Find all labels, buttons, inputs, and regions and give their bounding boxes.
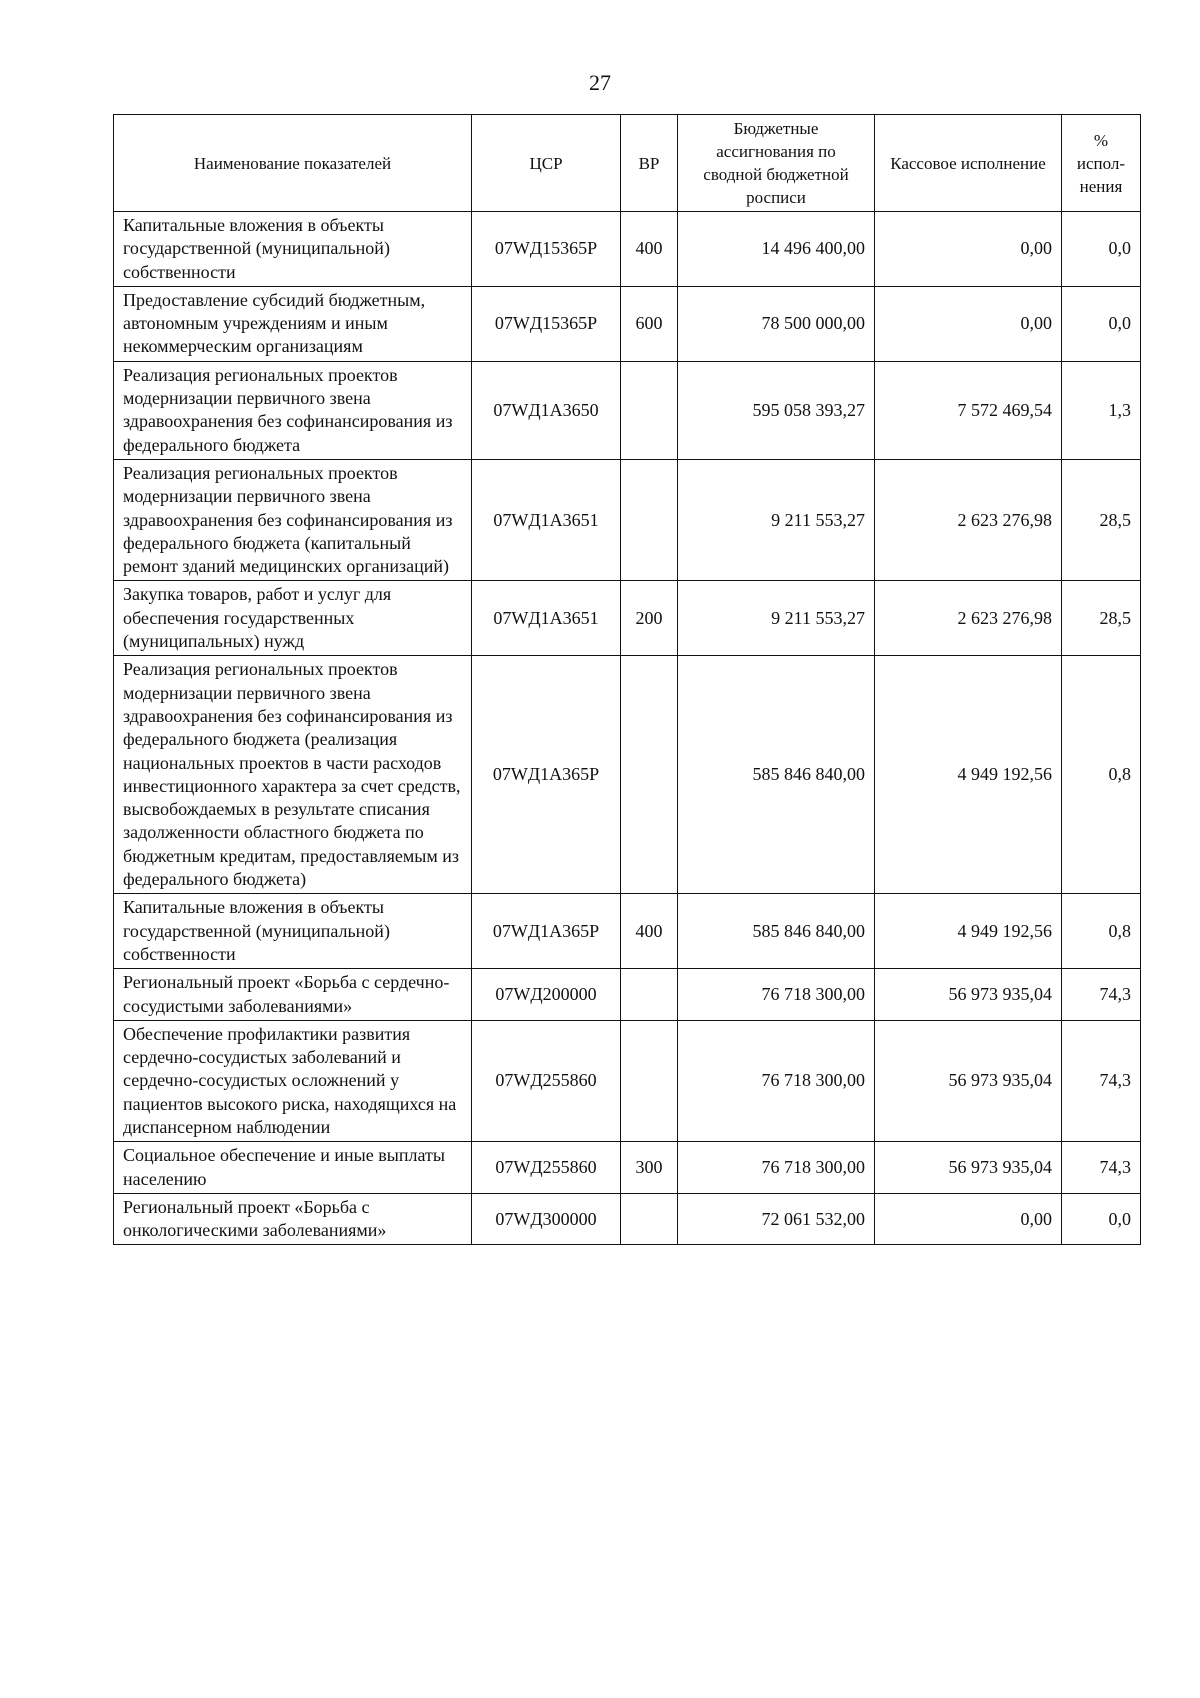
cell-budget: 78 500 000,00 [678,286,875,361]
cell-pct: 0,0 [1062,286,1141,361]
cell-code: 07WД15365P [472,212,621,287]
table-row [114,459,1141,580]
cell-budget: 72 061 532,00 [678,1193,875,1245]
cell-cash: 0,00 [875,1193,1062,1245]
cell-pct: 0,0 [1062,1193,1141,1245]
cell-budget: 9 211 553,27 [678,581,875,656]
cell-code: 07WД1А365P [472,894,621,969]
cell-name: Региональный проект «Борьба с онкологическими заболеваниями» [114,1193,472,1245]
table-header-row [114,115,1141,212]
cell-code: 07WД1А365P [472,656,621,894]
cell-budget: 76 718 300,00 [678,1142,875,1194]
cell-pct: 0,8 [1062,894,1141,969]
header-cash: Кассовое исполнение [875,115,1062,212]
cell-name: Реализация региональных проектов модернизации первичного звена здравоохранения без софинансирования из федерального бюджета [114,361,472,459]
cell-pct: 1,3 [1062,361,1141,459]
cell-name: Капитальные вложения в объекты государственной (муниципальной) собственности [114,212,472,287]
cell-code: 07WД1А3651 [472,581,621,656]
cell-vr [621,656,678,894]
cell-name: Реализация региональных проектов модернизации первичного звена здравоохранения без софинансирования из федерального бюджета (капитальный ремонт зданий медицинских организаций) [114,459,472,580]
cell-vr: 400 [621,212,678,287]
header-pct: % испол-нения [1062,115,1141,212]
page-number: 27 [589,70,611,95]
cell-name: Реализация региональных проектов модернизации первичного звена здравоохранения без софинансирования из федерального бюджета (реализация национальных проектов в части расходов инвестиционного характера за счет средств, высвобождаемых в результате списания задолженности областного бюджета по бюджетным кредитам, предоставляемым из федерального бюджета) [114,656,472,894]
cell-vr: 200 [621,581,678,656]
table-row [114,361,1141,459]
cell-pct: 0,0 [1062,212,1141,287]
cell-name: Предоставление субсидий бюджетным, автономным учреждениям и иным некоммерческим организациям [114,286,472,361]
cell-pct: 74,3 [1062,1142,1141,1194]
cell-pct: 28,5 [1062,581,1141,656]
cell-cash: 0,00 [875,212,1062,287]
table-row [114,581,1141,656]
cell-cash: 56 973 935,04 [875,1020,1062,1141]
header-budget: Бюджетные ассигнования по сводной бюджетной росписи [678,115,875,212]
cell-vr [621,459,678,580]
cell-name: Социальное обеспечение и иные выплаты населению [114,1142,472,1194]
cell-budget: 595 058 393,27 [678,361,875,459]
cell-vr [621,361,678,459]
cell-name: Обеспечение профилактики развития сердечно-сосудистых заболеваний и сердечно-сосудистых осложнений у пациентов высокого риска, находящихся на диспансерном наблюдении [114,1020,472,1141]
cell-cash: 7 572 469,54 [875,361,1062,459]
cell-code: 07WД300000 [472,1193,621,1245]
cell-budget: 76 718 300,00 [678,969,875,1021]
cell-cash: 0,00 [875,286,1062,361]
table-row [114,969,1141,1021]
cell-cash: 4 949 192,56 [875,656,1062,894]
cell-cash: 2 623 276,98 [875,459,1062,580]
cell-name: Региональный проект «Борьба с сердечно-сосудистыми заболеваниями» [114,969,472,1021]
cell-code: 07WД255860 [472,1142,621,1194]
cell-vr: 600 [621,286,678,361]
header-code: ЦСР [472,115,621,212]
cell-budget: 9 211 553,27 [678,459,875,580]
cell-vr [621,969,678,1021]
budget-execution-table [113,114,1141,1245]
header-name: Наименование показателей [114,115,472,212]
cell-code: 07WД1А3651 [472,459,621,580]
cell-cash: 56 973 935,04 [875,1142,1062,1194]
cell-vr: 300 [621,1142,678,1194]
cell-budget: 14 496 400,00 [678,212,875,287]
cell-vr: 400 [621,894,678,969]
cell-budget: 585 846 840,00 [678,656,875,894]
table-body [114,212,1141,1245]
table-row [114,1193,1141,1245]
cell-pct: 0,8 [1062,656,1141,894]
table-row [114,1142,1141,1194]
table-row [114,1020,1141,1141]
cell-vr [621,1193,678,1245]
cell-code: 07WД15365P [472,286,621,361]
cell-budget: 76 718 300,00 [678,1020,875,1141]
cell-cash: 56 973 935,04 [875,969,1062,1021]
cell-name: Капитальные вложения в объекты государственной (муниципальной) собственности [114,894,472,969]
cell-code: 07WД255860 [472,1020,621,1141]
header-vr: ВР [621,115,678,212]
cell-pct: 74,3 [1062,1020,1141,1141]
table-row [114,286,1141,361]
table-row [114,212,1141,287]
cell-name: Закупка товаров, работ и услуг для обеспечения государственных (муниципальных) нужд [114,581,472,656]
table-row [114,894,1141,969]
cell-cash: 4 949 192,56 [875,894,1062,969]
cell-vr [621,1020,678,1141]
cell-pct: 28,5 [1062,459,1141,580]
cell-cash: 2 623 276,98 [875,581,1062,656]
table-row [114,656,1141,894]
cell-code: 07WД1А3650 [472,361,621,459]
cell-budget: 585 846 840,00 [678,894,875,969]
cell-pct: 74,3 [1062,969,1141,1021]
cell-code: 07WД200000 [472,969,621,1021]
